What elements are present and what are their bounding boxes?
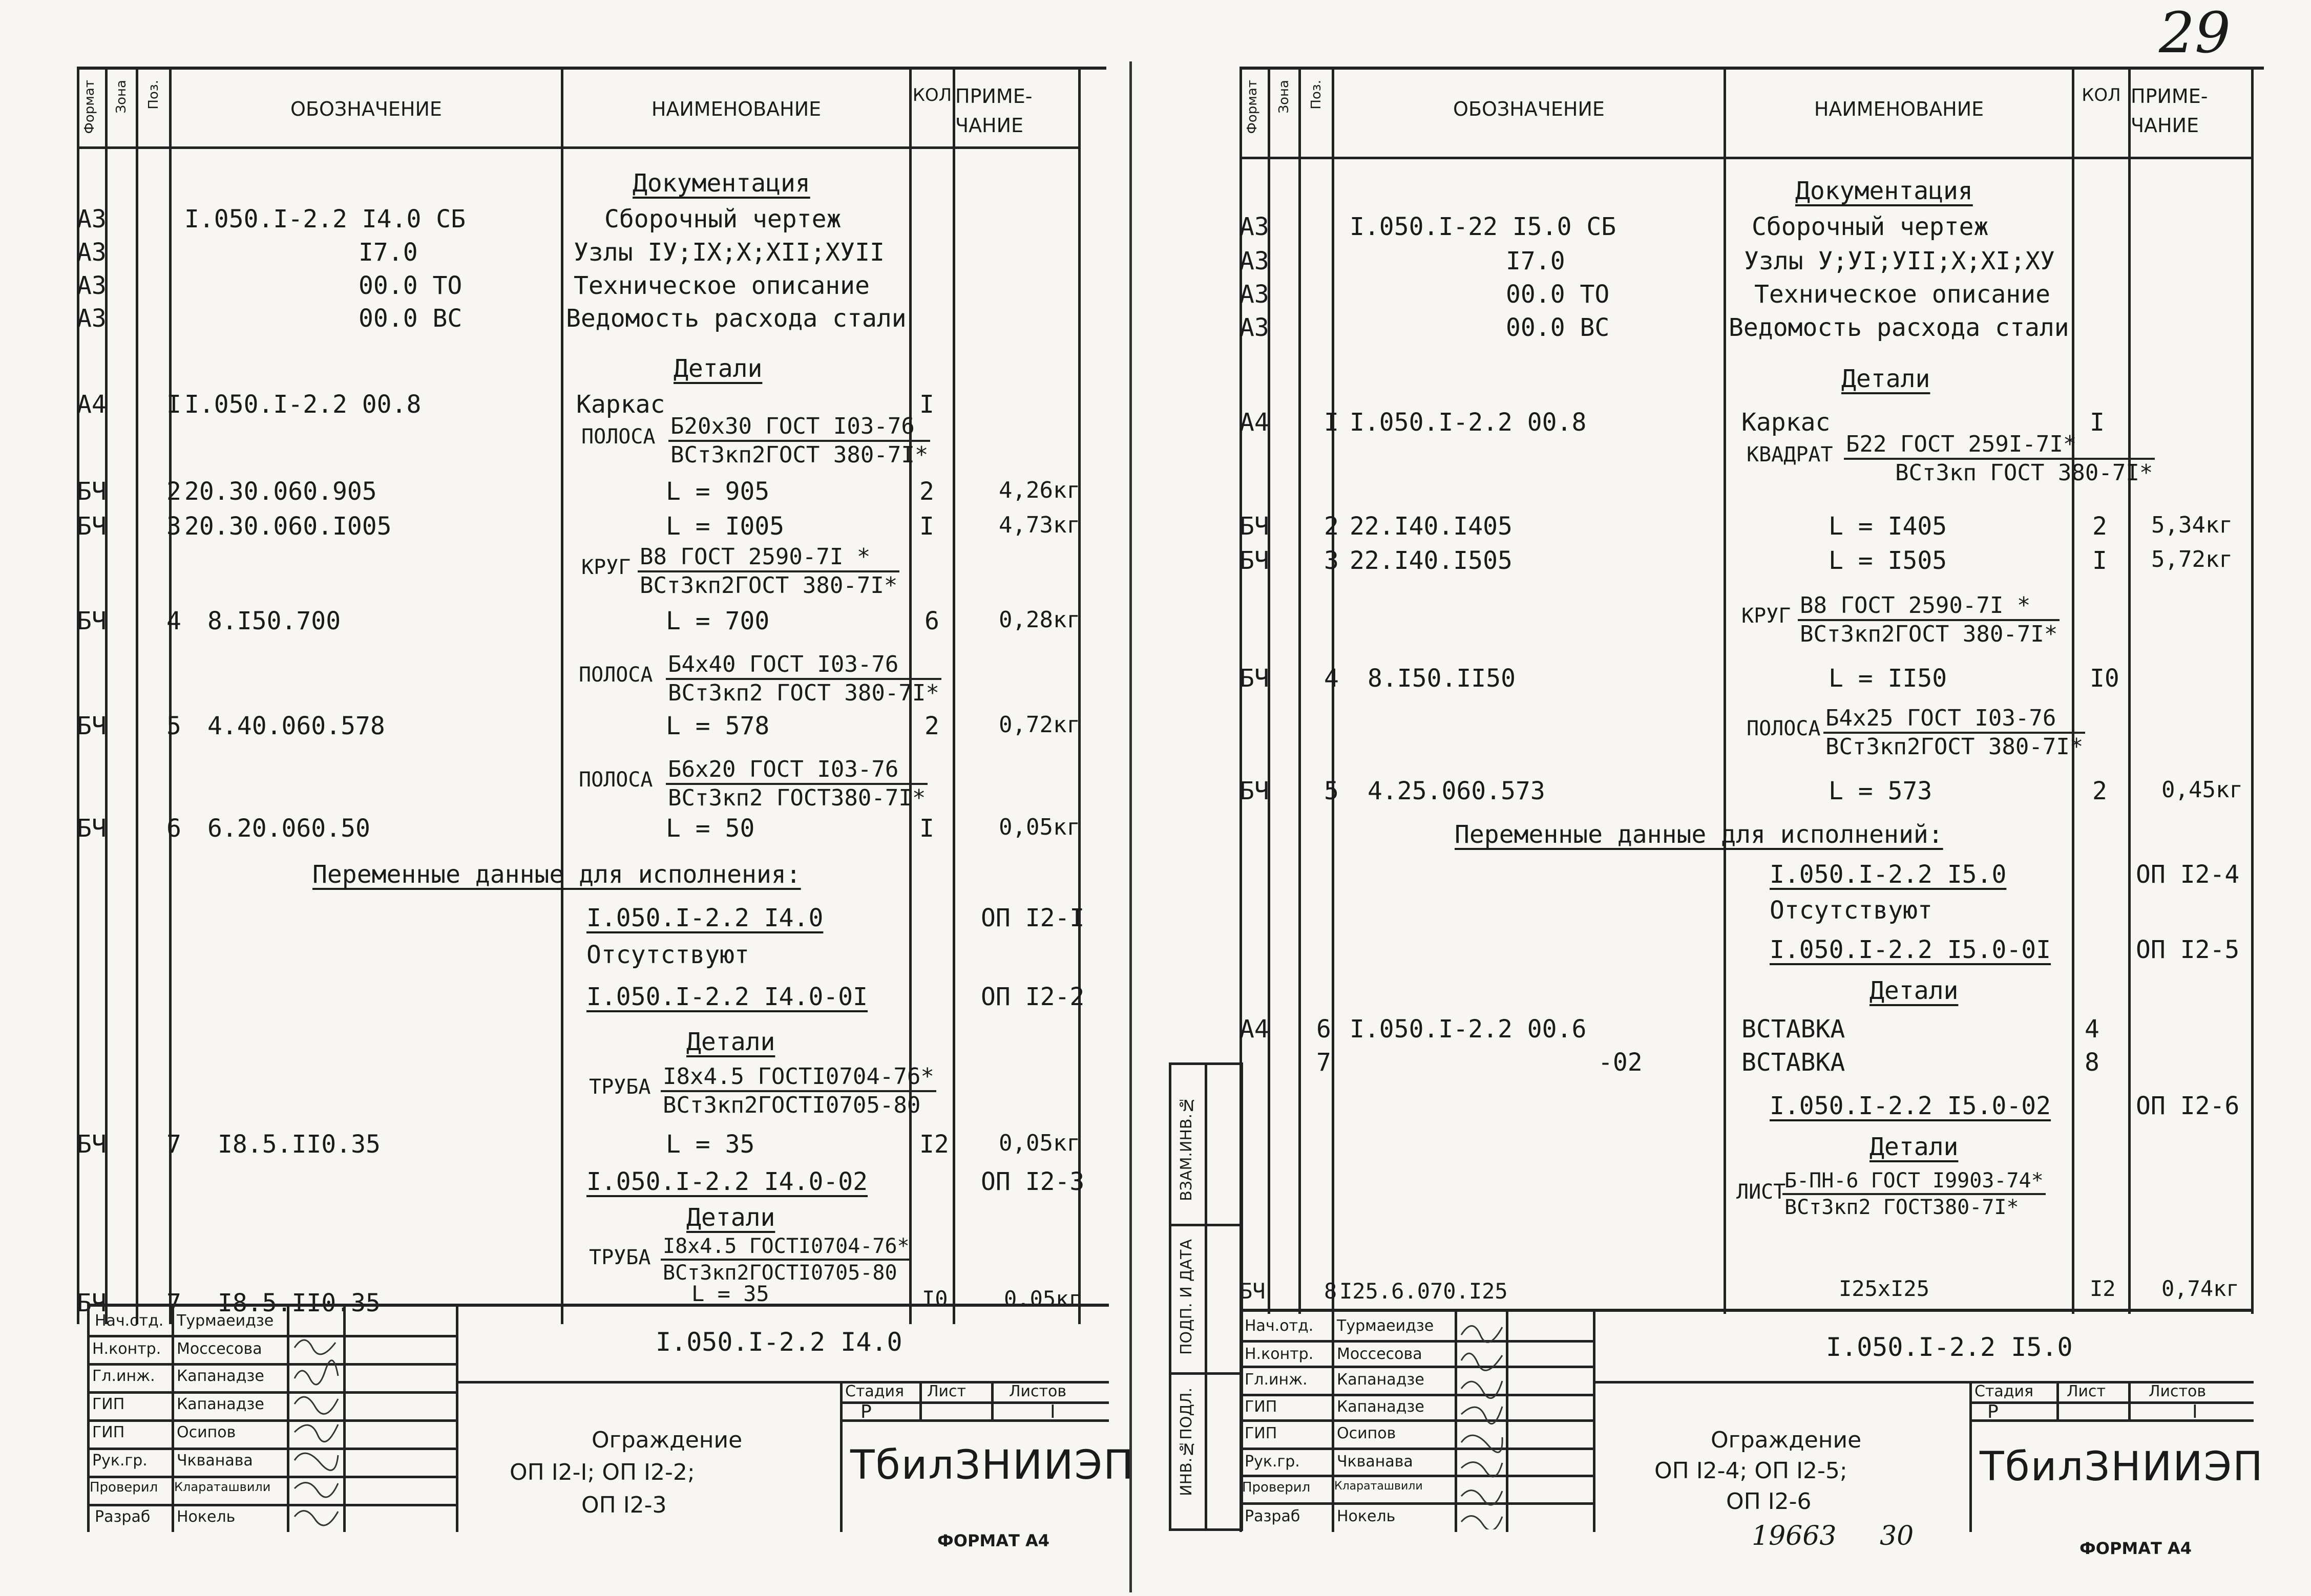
sheet-label: Лист [927,1382,967,1400]
row-naim: L = 50 [666,814,755,843]
doc-naim: Ведомость расхода стали [566,304,907,333]
doc-fmt: А3 [1239,247,1269,275]
row-fmt: БЧ [1239,1279,1266,1304]
row-poz: 2 [166,477,181,506]
row-fmt: БЧ [77,512,107,541]
row-fmt: БЧ [77,1289,107,1317]
row-naim: L = I405 [1829,512,1947,541]
role: Нач.отд. [95,1312,164,1330]
row-fmt: БЧ [77,607,107,635]
polosa3-spec: ПОЛОСА Б6х20 ГОСТ I03-76 ВСт3кп2 ГОСТ380-7I* [666,758,928,810]
stage-value: Р [1987,1401,1999,1422]
doc-oboz: 00.0 ВС [1506,313,1610,342]
doc-naim: Техническое описание [1754,280,2050,309]
var3-naim: I.050.I-2.2 I4.0-02 [586,1167,868,1196]
doc-name-2: ОП I2-4; ОП I2-5; [1654,1458,1847,1484]
row-kol: I2 [919,1130,949,1159]
doc-oboz: I.050.I-22 I5.0 СБ [1350,212,1616,241]
header-kol: КОЛ [2082,85,2121,105]
row-naim: L = 578 [666,712,770,740]
sheets-label: Листов [2149,1382,2207,1400]
polosa-spec: ПОЛОСА Б4х25 ГОСТ I03-76 ВСт3кп2ГОСТ 380-7I* [1823,707,2085,758]
vst-kol: 4 [2085,1015,2099,1044]
name: Чкванава [1337,1453,1413,1471]
row-oboz: I8.5.II0.35 [218,1130,381,1159]
header-naim: НАИМЕНОВАНИЕ [651,98,822,120]
details3: Детали [1869,1133,1959,1161]
name: Капанадзе [177,1367,264,1385]
format-label-right: ФОРМАТ А4 [2079,1539,2192,1558]
row-kol: 2 [2092,777,2107,805]
row-kol: I0 [2090,664,2119,693]
var-title: Переменные данные для исполнений: [1455,820,1943,849]
org-stamp: ТбилЗНИИЭП [850,1442,1135,1488]
details2: Детали [1869,976,1959,1005]
header-kol: КОЛ [912,85,952,105]
page-number: 29 [2159,0,2231,66]
row-poz: 5 [1324,777,1339,805]
header-format: Формат [82,80,97,134]
var2-prim: ОП I2-5 [2136,935,2240,964]
karkas-naim: Каркас [1741,408,1831,437]
side-label-inv: ИНВ.№ПОДЛ. [1178,1388,1195,1496]
row-oboz: 22.I40.I405 [1350,512,1512,541]
row-oboz: 6.20.060.50 [207,814,370,843]
details3: Детали [686,1203,775,1232]
doc-code: I.050.I-2.2 I4.0 [656,1327,902,1357]
row-poz: 2 [1324,512,1339,541]
row-prim: 0,72кг [999,712,1080,738]
row-naim: I25хI25 [1839,1276,1930,1301]
role: Рук.гр. [92,1452,148,1470]
name: Осипов [177,1423,236,1441]
header-prim: ПРИМЕ- ЧАНИЕ [2131,85,2208,137]
row-poz: 3 [1324,546,1339,575]
row-kol: I [919,814,934,843]
row-poz: 7 [166,1289,181,1317]
var1-naim: I.050.I-2.2 I4.0 [586,904,824,932]
krug-spec: КРУГ В8 ГОСТ 2590-7I * ВСт3кп2ГОСТ 380-7I* [1798,594,2060,646]
sheet-label: Лист [2067,1382,2106,1400]
doc-name-1: Ограждение [1711,1427,1862,1453]
row-prim: 0,74кг [2161,1276,2239,1301]
role: Разраб [1245,1507,1300,1525]
name: Осипов [1337,1424,1396,1442]
role: ГИП [1245,1424,1277,1442]
doc-fmt: А3 [1239,212,1269,241]
row-fmt: БЧ [77,712,107,740]
doc-section: Документация [633,169,810,198]
row-prim: 0,28кг [999,607,1080,633]
row-fmt: БЧ [1239,777,1269,805]
role: Рук.гр. [1245,1453,1300,1471]
header-oboz: ОБОЗНАЧЕНИЕ [290,98,442,120]
var3-naim: I.050.I-2.2 I5.0-02 [1770,1092,2051,1120]
karkas-kol: I [2090,408,2105,437]
role: Гл.инж. [92,1367,155,1385]
sheet-number: 30 [1880,1521,1914,1551]
vst-kol: 8 [2085,1048,2099,1077]
doc-fmt: А3 [77,238,107,267]
row-prim: 0,05кг [999,1130,1080,1156]
doc-section: Документация [1795,177,1973,205]
doc-fmt: А3 [77,271,107,300]
role: Н.контр. [92,1340,161,1358]
details-section: Детали [674,354,763,383]
doc-code: I.050.I-2.2 I5.0 [1826,1332,2073,1362]
details-section: Детали [1841,365,1930,393]
doc-name-2: ОП I2-I; ОП I2-2; [510,1459,695,1485]
row-fmt: БЧ [77,477,107,506]
role: ГИП [92,1423,125,1441]
truba2-spec: ТРУБА I8х4.5 ГОСТI0704-76* ВСт3кп2ГОСТI0705-80 [661,1236,912,1283]
karkas-kol: I [919,390,934,419]
polosa1-spec: ПОЛОСА Б20х30 ГОСТ I03-76 ВСт3кп2ГОСТ 380-7I* [668,415,930,466]
row-kol: I2 [2090,1276,2116,1301]
row-naim: L = I505 [1829,546,1947,575]
vst-oboz: I.050.I-2.2 00.6 [1350,1015,1587,1044]
absent: Отсутствуют [1770,896,1932,925]
doc-oboz: I.050.I-2.2 I4.0 СБ [184,205,466,233]
row-poz: 6 [166,814,181,843]
row-prim: 4,26кг [999,477,1080,503]
row-naim: L = 700 [666,607,770,635]
var2-naim: I.050.I-2.2 I4.0-0I [586,983,868,1011]
right-sheet [1239,67,2264,1531]
var3-prim: ОП I2-3 [981,1167,1085,1196]
role: Н.контр. [1245,1345,1314,1363]
doc-naim: Узлы У;УI;УII;Х;ХI;ХУ [1744,247,2055,275]
name: Нокель [177,1508,236,1526]
name: Клараташвили [174,1480,271,1494]
row-prim: 0,45кг [2161,777,2243,803]
list-spec: ЛИСТ Б-ПН-6 ГОСТ I9903-74* ВСт3кп2 ГОСТ380-7I* [1782,1171,2046,1218]
signatures [289,1327,343,1532]
row-oboz: 4.40.060.578 [207,712,385,740]
fold-line [1129,61,1132,1592]
var-title: Переменные данные для исполнения: [312,860,801,889]
name: Моссесова [177,1340,262,1358]
row-prim: 0.05кг [1004,1286,1082,1311]
doc-naim: Сборочный чертеж [1752,212,1989,241]
org-stamp: ТбилЗНИИЭП [1980,1444,2264,1490]
row-kol: I0 [922,1286,948,1311]
row-fmt: БЧ [77,814,107,843]
row-naim: L = I005 [666,512,785,541]
row-prim: 0,05кг [999,814,1080,840]
row-oboz: I25.6.070.I25 [1339,1279,1508,1304]
title-block [87,1304,1135,1532]
row-kol: 2 [925,712,939,740]
sheets-label: Листов [1009,1382,1067,1400]
var1-prim: ОП I2-I [981,904,1085,932]
doc-oboz: I7.0 [1506,247,1565,275]
vst-poz: 6 [1316,1015,1331,1044]
doc-fmt: А3 [1239,280,1269,309]
karkas-oboz: I.050.I-2.2 00.8 [184,390,422,419]
doc-name-3: ОП I2-3 [581,1492,667,1518]
role: Нач.отд. [1245,1317,1314,1335]
row-poz: 3 [166,512,181,541]
doc-naim: Узлы IУ;IХ;Х;ХII;ХУII [574,238,885,267]
row-poz: 4 [166,607,181,635]
kvadrat-spec: КВАДРАТ Б22 ГОСТ 259I-7I* ВСт3кп ГОСТ 380-7I* [1844,433,2155,484]
header-naim: НАИМЕНОВАНИЕ [1814,98,1984,120]
row-fmt: БЧ [1239,512,1269,541]
absent: Отсутствуют [586,941,749,969]
row-naim: L = II50 [1829,664,1947,693]
karkas-poz: I [1324,408,1339,437]
row-oboz: 20.30.060.I005 [184,512,392,541]
row-kol: 6 [925,607,939,635]
row-prim: 5,34кг [2151,512,2233,538]
var2-naim: I.050.I-2.2 I5.0-0I [1770,935,2051,964]
stage-value: Р [860,1401,872,1422]
row-kol: I [919,512,934,541]
karkas-fmt: А4 [77,390,107,419]
name: Клараташвили [1334,1480,1423,1493]
header-poz: Поз. [1309,80,1324,110]
name: Нокель [1337,1507,1396,1525]
title-block [1239,1309,2264,1532]
stage-label: Стадия [845,1382,905,1400]
signatures [1457,1314,1506,1529]
role: Гл.инж. [1245,1371,1308,1389]
name: Чкванава [177,1452,253,1470]
doc-naim: Ведомость расхода стали [1729,313,2069,342]
row-kol: I [2092,546,2107,575]
vst-poz: 7 [1316,1048,1331,1077]
row-naim: L = 573 [1829,777,1932,805]
vst-naim: ВСТАВКА [1741,1048,1845,1077]
polosa2-spec: ПОЛОСА Б4х40 ГОСТ I03-76 ВСт3кп2 ГОСТ 380-7I* [666,653,941,705]
name: Капанадзе [1337,1398,1424,1416]
row-kol: 2 [2092,512,2107,541]
doc-fmt: А3 [77,205,107,233]
karkas-naim: Каркас [576,390,665,419]
row-naim: L = 905 [666,477,770,506]
doc-oboz: 00.0 ВС [359,304,463,333]
doc-name-1: Ограждение [592,1427,743,1453]
header-zona: Зона [114,80,129,114]
row-poz: 7 [166,1130,181,1159]
row-oboz: 20.30.060.905 [184,477,377,506]
doc-oboz: I7.0 [359,238,418,267]
row-prim: 4,73кг [999,512,1080,538]
name: Турмаеидзе [1337,1317,1434,1335]
header-poz: Поз. [146,80,161,110]
sheets-value: I [1050,1401,1056,1422]
doc-name-3: ОП I2-6 [1726,1488,1812,1515]
vst-naim: ВСТАВКА [1741,1015,1845,1044]
sheets-value: I [2192,1401,2198,1422]
doc-oboz: 00.0 ТО [1506,280,1610,309]
krug-spec: КРУГ В8 ГОСТ 2590-7I * ВСт3кп2ГОСТ 380-7I* [638,546,899,597]
row-fmt: БЧ [1239,546,1269,575]
row-prim: 5,72кг [2151,546,2233,572]
role: Разраб [95,1508,151,1526]
vst-oboz: -02 [1598,1048,1643,1077]
name: Моссесова [1337,1345,1422,1363]
name: Капанадзе [177,1395,264,1413]
stage-label: Стадия [1974,1382,2034,1400]
header-prim: ПРИМЕ- ЧАНИЕ [955,85,1033,137]
var3-prim: ОП I2-6 [2136,1092,2240,1120]
row-poz: 4 [1324,664,1339,693]
row-fmt: БЧ [1239,664,1269,693]
karkas-poz: I [166,390,181,419]
left-sheet [77,67,1135,1531]
row-oboz: 8.I50.700 [207,607,341,635]
role: ГИП [92,1395,125,1413]
row-poz: 5 [166,712,181,740]
vst-fmt: А4 [1239,1015,1269,1044]
row-fmt: БЧ [77,1130,107,1159]
header-oboz: ОБОЗНАЧЕНИЕ [1453,98,1605,120]
doc-naim: Техническое описание [574,271,870,300]
doc-naim: Сборочный чертеж [604,205,842,233]
format-label-left: ФОРМАТ А4 [937,1531,1049,1550]
doc-fmt: А3 [77,304,107,333]
name: Капанадзе [1337,1371,1424,1389]
truba1-spec: ТРУБА I8х4.5 ГОСТI0704-76* ВСт3кп2ГОСТI0705-80 [661,1066,936,1117]
doc-oboz: 00.0 ТО [359,271,463,300]
row-naim: L = 35 [666,1130,755,1159]
row-oboz: 8.I50.II50 [1368,664,1516,693]
doc-fmt: А3 [1239,313,1269,342]
side-label-podp: ПОДП. И ДАТА [1178,1239,1195,1355]
side-stamp-strip [1169,1062,1243,1531]
role: Проверил [1242,1480,1311,1495]
var1-naim: I.050.I-2.2 I5.0 [1770,860,2007,889]
role: Проверил [90,1480,158,1495]
details2: Детали [686,1028,775,1056]
karkas-oboz: I.050.I-2.2 00.8 [1350,408,1587,437]
role: ГИП [1245,1398,1277,1416]
header-zona: Зона [1276,80,1292,114]
row-poz: 8 [1324,1279,1337,1304]
doc-number: 19663 [1752,1521,1837,1551]
header-format: Формат [1245,80,1260,134]
row-naim: L = 35 [691,1281,769,1306]
var1-prim: ОП I2-4 [2136,860,2240,889]
row-oboz: I8.5.II0.35 [218,1289,381,1317]
row-kol: 2 [919,477,934,506]
side-label-vzam: ВЗАМ.ИНВ.№ [1178,1096,1195,1201]
row-oboz: 22.I40.I505 [1350,546,1512,575]
var2-prim: ОП I2-2 [981,983,1085,1011]
row-oboz: 4.25.060.573 [1368,777,1545,805]
karkas-fmt: А4 [1239,408,1269,437]
name: Турмаеидзе [177,1312,274,1330]
